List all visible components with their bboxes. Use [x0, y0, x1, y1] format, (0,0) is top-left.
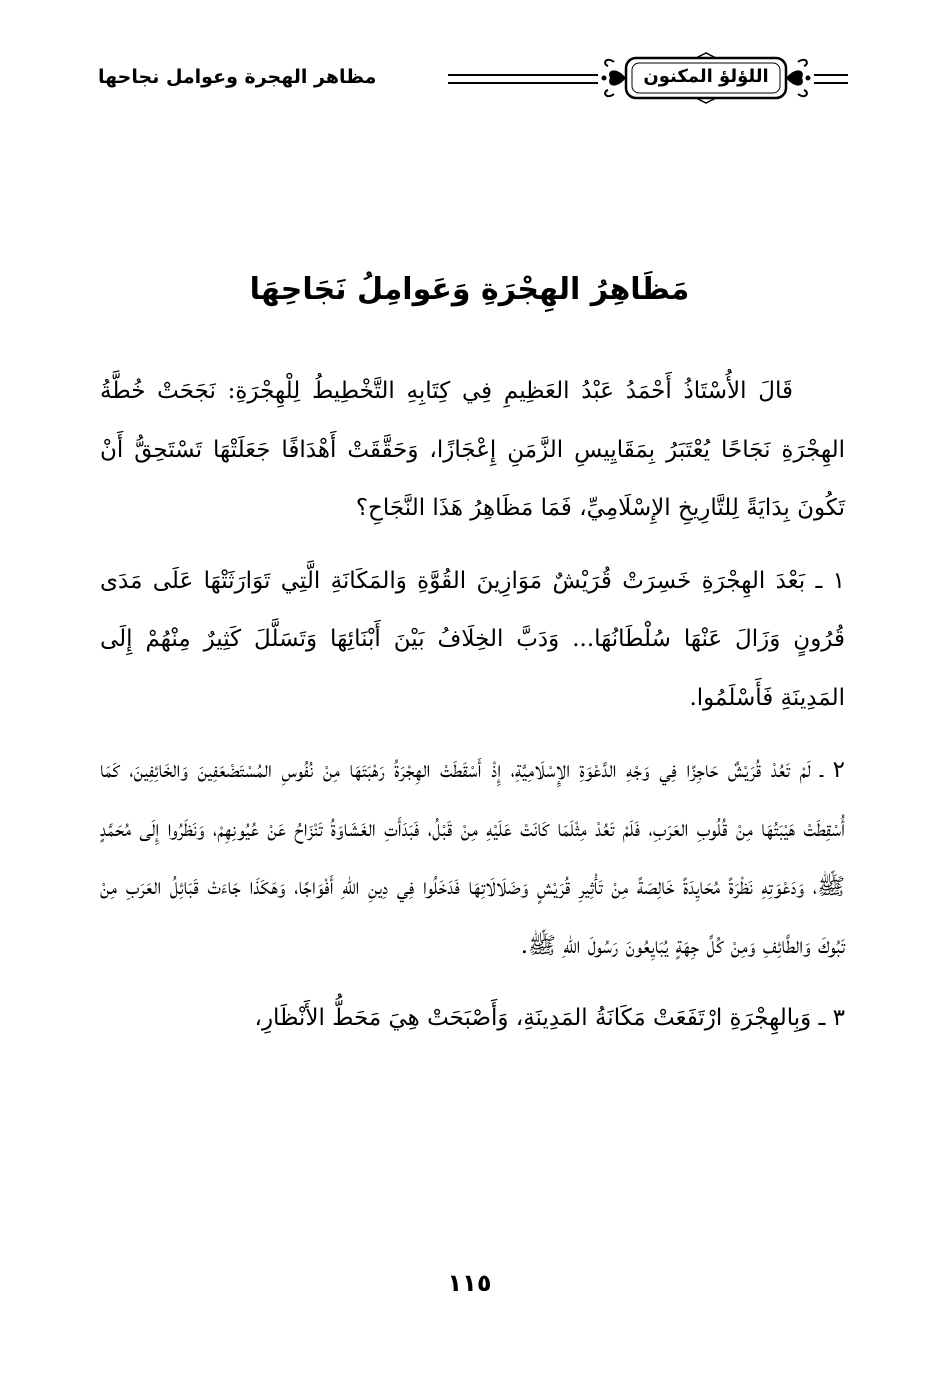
paragraph-point-1: ١ ـ بَعْدَ الهِجْرَةِ خَسِرَتْ قُرَيْشٌ مَوَازِينَ القُوَّةِ وَالمَكَانَةِ الَّتِي تَوَارَثَتْهَا عَلَى مَدَى قُرُونٍ وَزَالَ عَنْهَا سُلْطَانُهَا... وَدَبَّ الخِلَافُ بَيْنَ أَبْنَائِهَا وَتَسَلَّلَ كَثِيرٌ مِنْهُمْ إِلَى المَدِينَةِ فَأَسْلَمُوا.	[100, 567, 845, 711]
book-title: اللؤلؤ المكنون	[643, 66, 769, 87]
chapter-title: مَظَاهِرُ الهِجْرَةِ وَعَوامِلُ نَجَاحِهَا	[249, 272, 690, 308]
running-header	[98, 52, 848, 104]
header-rule-right	[814, 74, 848, 84]
header-rule-middle	[448, 74, 598, 84]
paragraph-intro: قَالَ الأُسْتَاذُ أَحْمَدُ عَبْدُ العَظِيمِ فِي كِتَابِهِ التَّخْطِيطُ لِلْهِجْرَةِ: نَجَحَتْ خُطَّةُ الهِجْرَةِ نَجَاحًا يُعْتَبَرُ بِمَقَايِيسِ الزَّمَنِ إِعْجَازًا، وَحَقَّقَتْ أَهْدَافًا جَعَلَتْهَا تَسْتَحِقُّ أَنْ تَكُونَ بِدَايَةً لِلتَّارِيخِ الإِسْلَامِيِّ، فَمَا مَظَاهِرُ هَذَا النَّجَاحِ؟	[100, 378, 845, 521]
paragraph-point-3: ٣ ـ وَبِالهِجْرَةِ ارْتَفَعَتْ مَكَانَةُ المَدِينَةِ، وَأَصْبَحَتْ هِيَ مَحَطُّ الأَنْظَارِ،	[254, 1005, 845, 1031]
paragraph-point-2: ٢ ـ لَمْ تَعُدْ قُرَيْشٌ حَاجِزًا فِي وَجْهِ الدَّعْوَةِ الإِسْلَامِيَّةِ، إِذْ أَسْقَطَتْ الهِجْرَةُ رَهْبَتَهَا مِنْ نُفُوسِ المُسْتَضْعَفِينَ وَالخَائِفِينَ، كَمَا أُسْقِطَتْ هَيْبَتُهَا مِنْ قُلُوبِ العَرَبِ، فَلَمْ تَعُدْ مِثْلَمَا كَانَتْ عَلَيْهِ مِنْ قَبْلُ، فَبَدَأَتِ الغَشَاوَةُ تَنْزَاحُ عَنْ عُيُونِهِمْ، وَنَظَرُوا إِلَى مُحَمَّدٍ ﷺ، وَدَعْوَتِهِ نَظْرَةً مُحَايِدَةً خَالِصَةً مِنْ تَأْثِيرِ قُرَيْشٍ وَضَلَالَاتِهَا فَدَخَلُوا فِي دِينِ اللهِ أَفْوَاجًا، وَهَكَذَا جَاءَتْ قَبَائِلُ العَرَبِ مِنْ تَبُوكَ وَالطَّائِفِ وَمِنْ كُلِّ جِهَةٍ يُبَايِعُونَ رَسُولَ اللهِ ﷺ.	[100, 757, 845, 959]
book-title-ornament	[600, 52, 812, 104]
body-text	[100, 362, 845, 1062]
page-number: ١١٥	[447, 1269, 492, 1297]
running-chapter-title: مظاهر الهجرة وعوامل نجاحها	[98, 66, 377, 88]
